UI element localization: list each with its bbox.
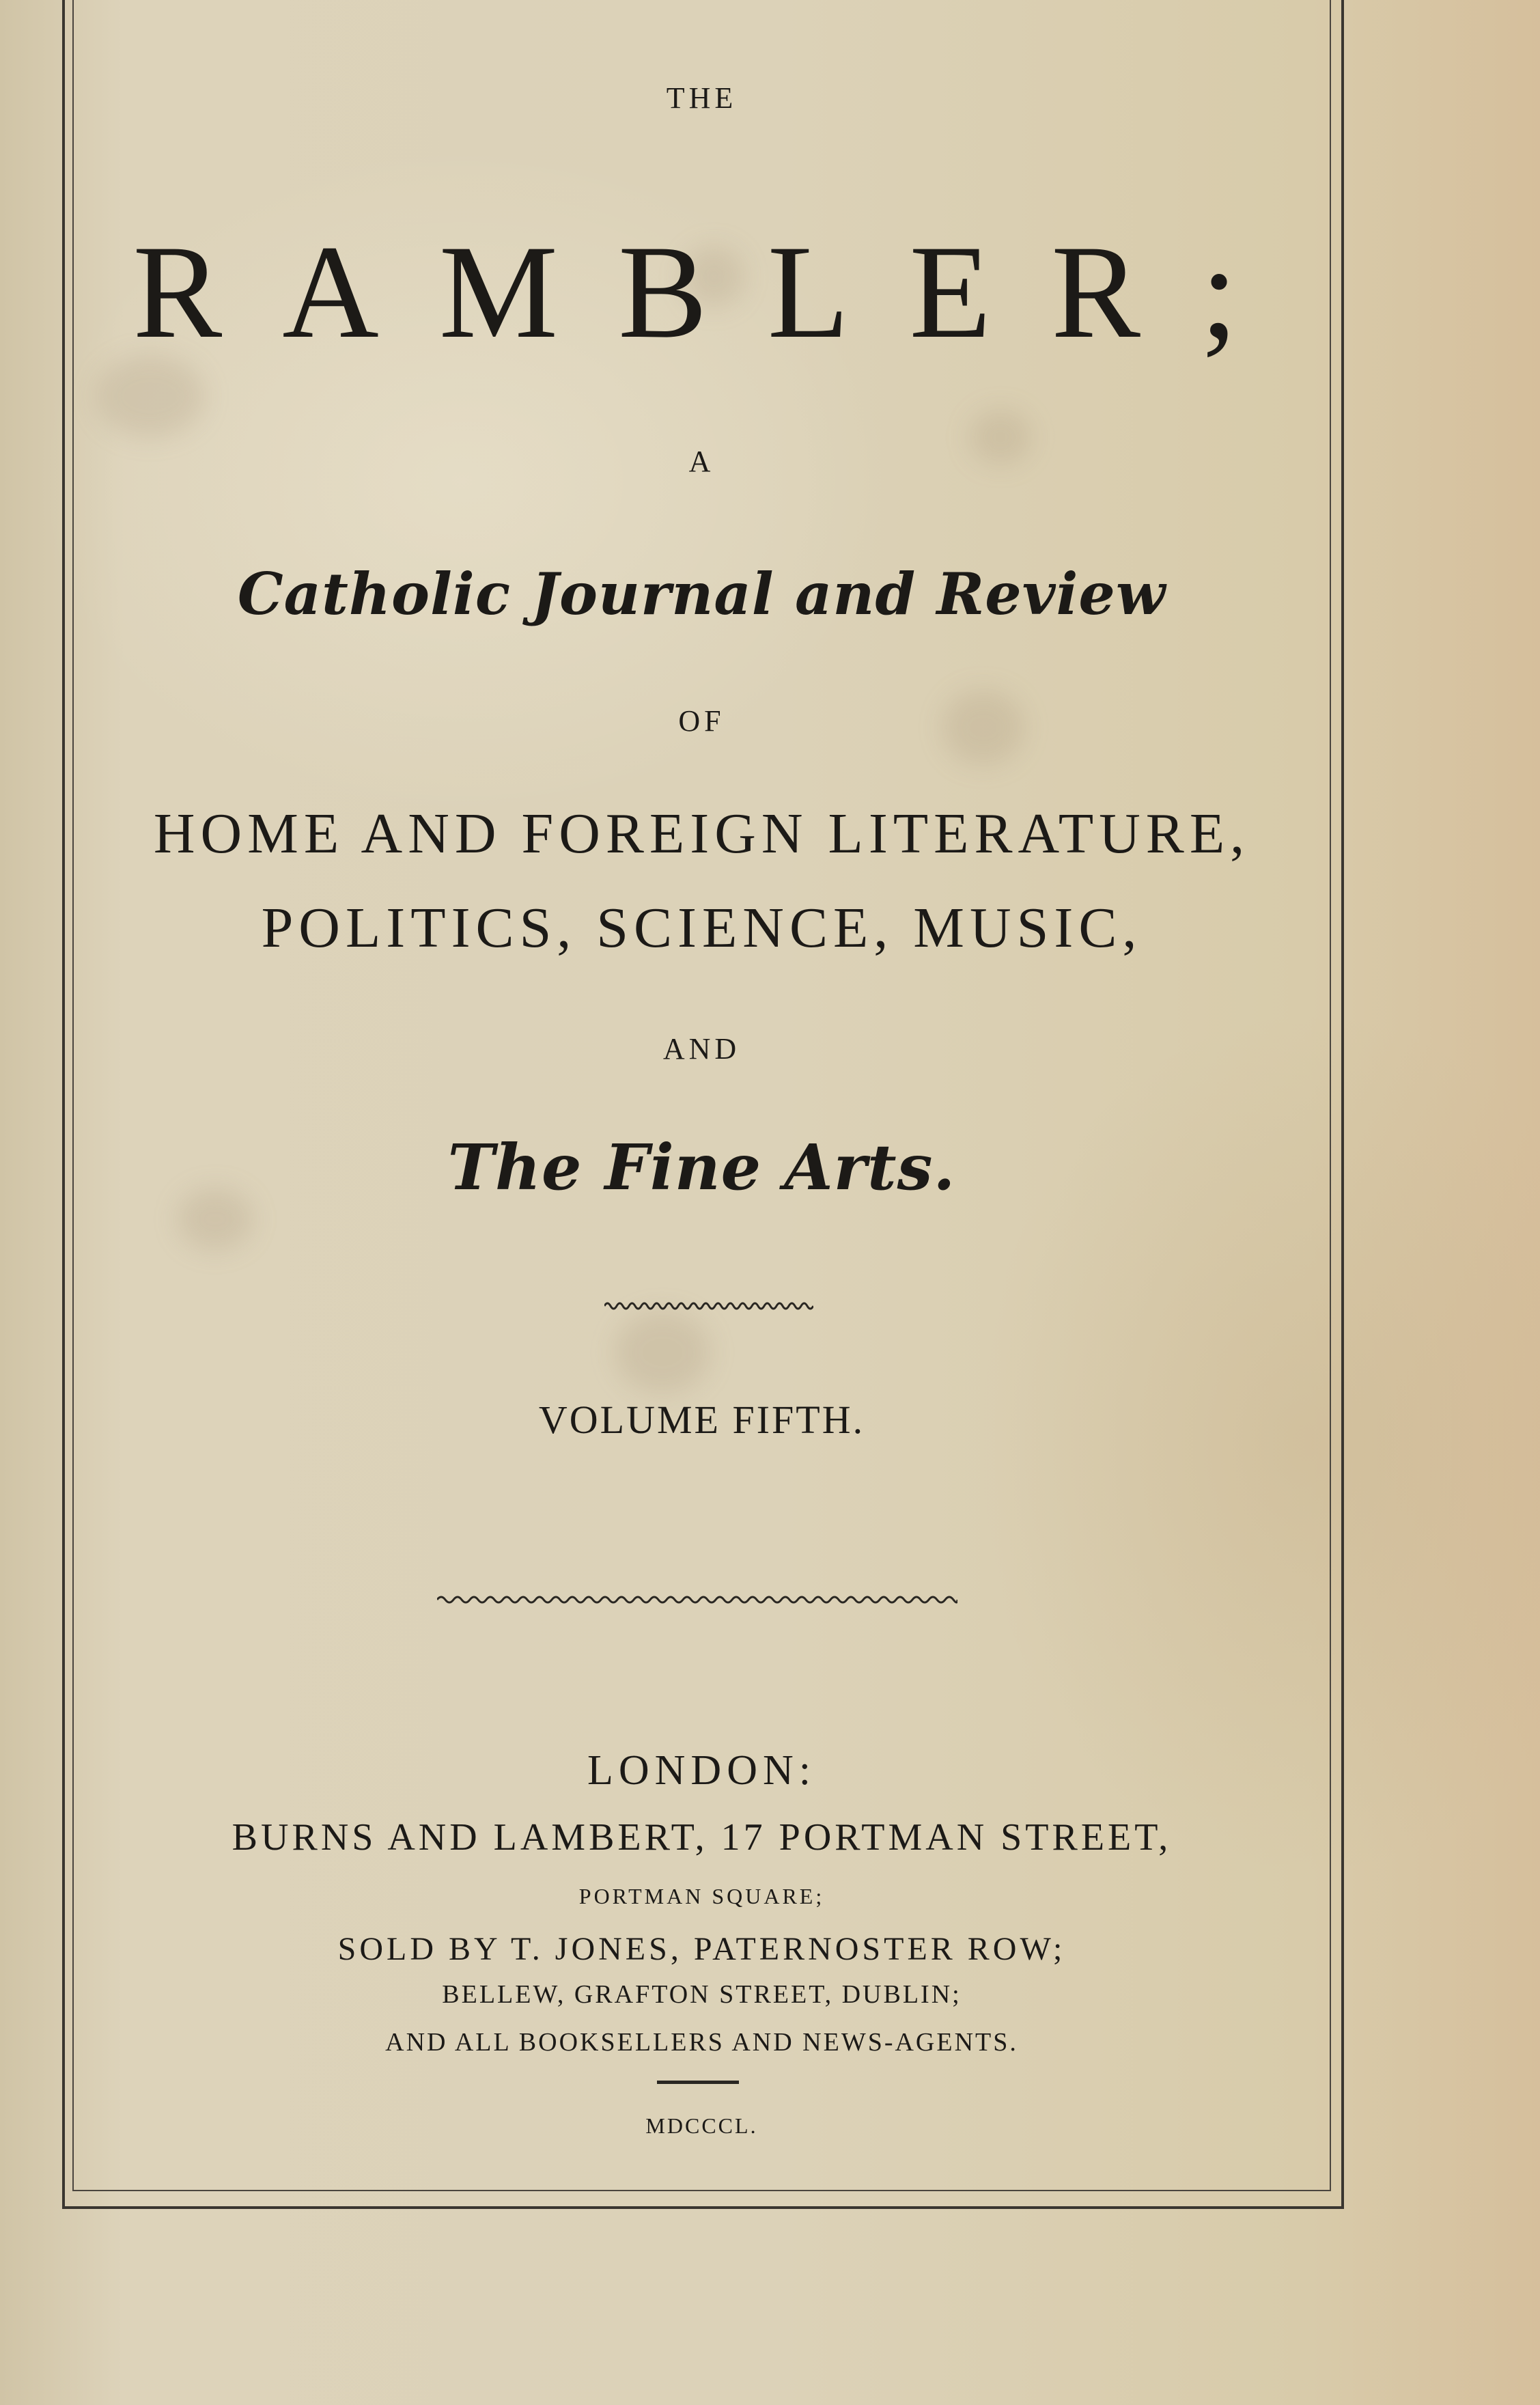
wavy-rule-ornament bbox=[604, 1298, 813, 1314]
imprint-address: PORTMAN SQUARE; bbox=[578, 1884, 825, 1908]
imprint-publisher: BURNS AND LAMBERT, 17 PORTMAN STREET, bbox=[232, 1816, 1172, 1859]
imprint-city: LONDON: bbox=[587, 1747, 816, 1794]
journal-title: RAMBLER; bbox=[132, 218, 1298, 366]
wavy-rule-ornament bbox=[437, 1591, 957, 1608]
imprint-dublin-seller: BELLEW, GRAFTON STREET, DUBLIN; bbox=[442, 1980, 962, 2009]
journal-subtitle: Catholic Journal and Review bbox=[237, 560, 1166, 628]
subtitle-connector: OF bbox=[678, 704, 725, 738]
short-rule-divider bbox=[657, 2081, 739, 2084]
publication-year: MDCCCL. bbox=[645, 2113, 758, 2138]
topics-line-2: POLITICS, SCIENCE, MUSIC, bbox=[261, 896, 1143, 960]
title-article: THE bbox=[666, 81, 738, 115]
imprint-sold-by: SOLD BY T. JONES, PATERNOSTER ROW; bbox=[337, 1931, 1066, 1967]
topics-line-1: HOME AND FOREIGN LITERATURE, bbox=[153, 802, 1250, 865]
imprint-booksellers: AND ALL BOOKSELLERS AND NEWS-AGENTS. bbox=[385, 2028, 1018, 2057]
topics-connector: AND bbox=[662, 1032, 741, 1066]
subtitle-article: A bbox=[688, 445, 715, 478]
fine-arts-line: The Fine Arts. bbox=[447, 1130, 956, 1204]
volume-label: VOLUME FIFTH. bbox=[538, 1398, 865, 1442]
